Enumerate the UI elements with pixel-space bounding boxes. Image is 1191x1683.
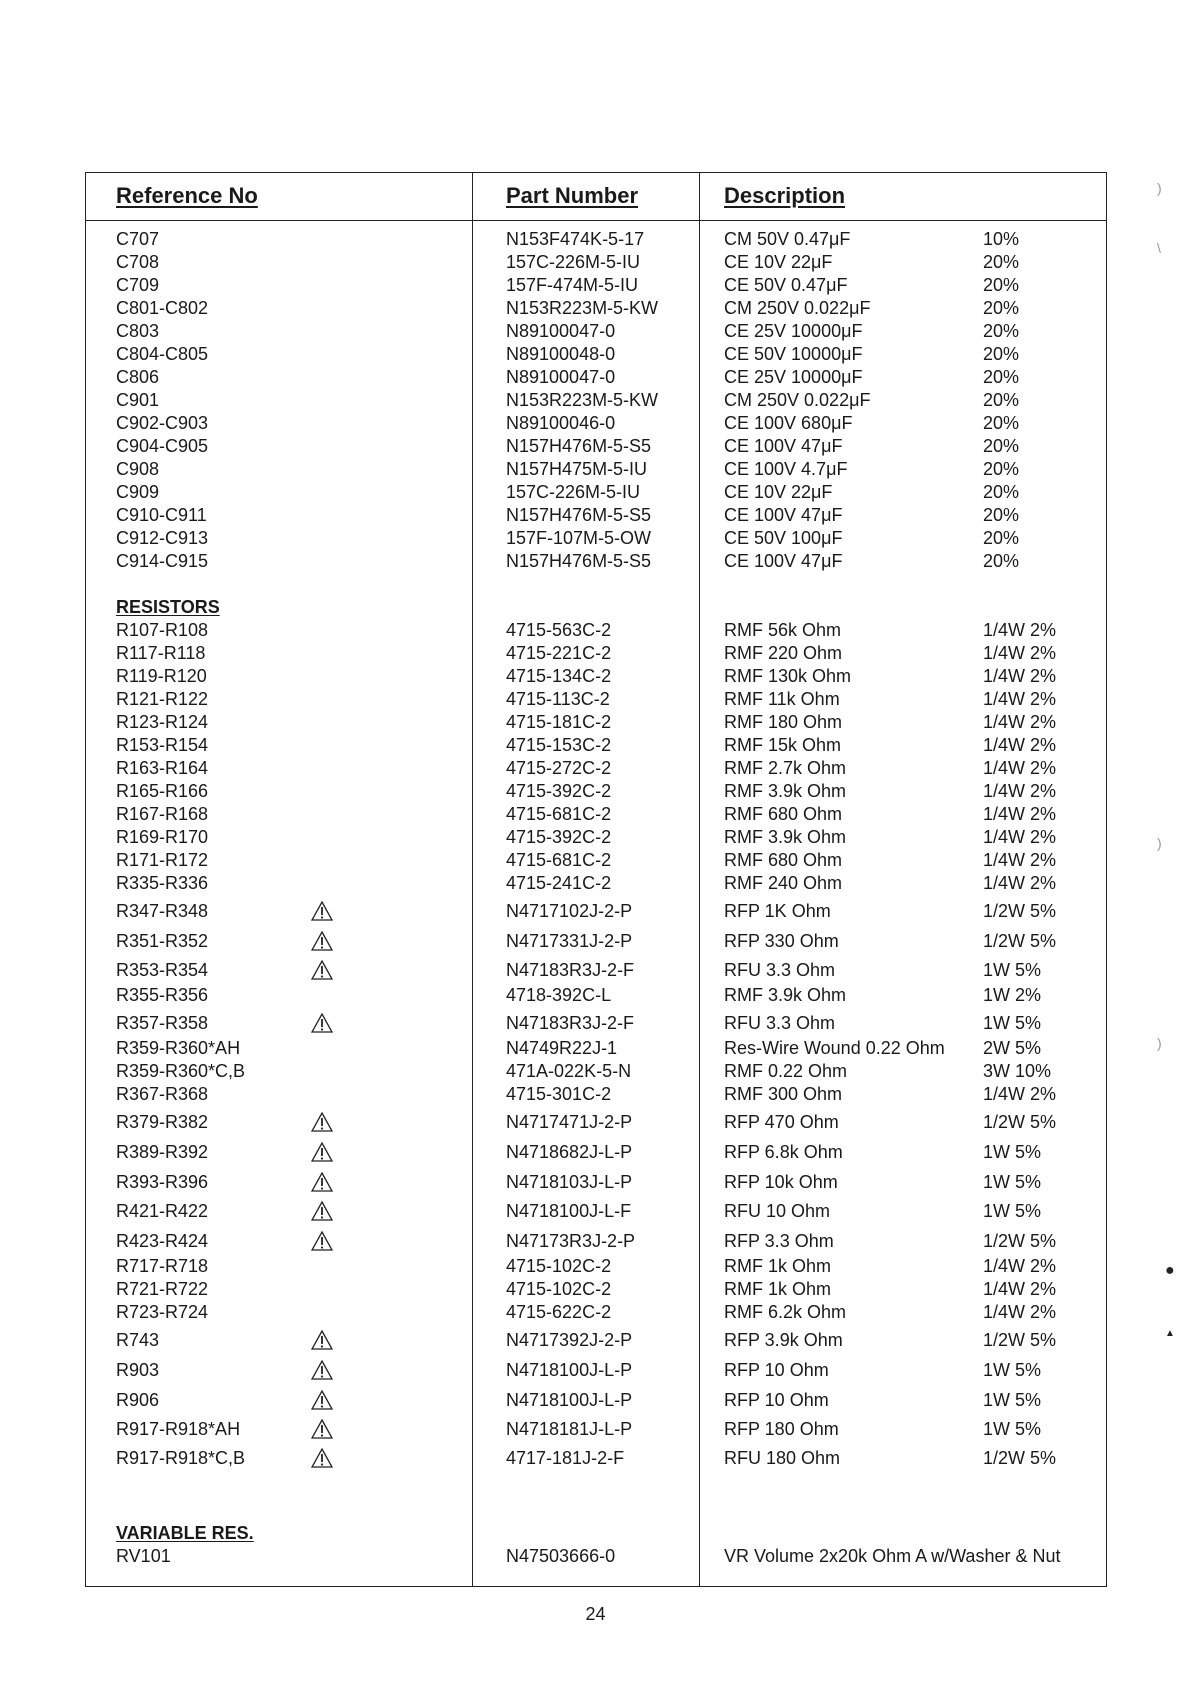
- part-number: 4715-221C-2: [506, 643, 612, 663]
- reference-no: C912-C913: [116, 528, 209, 548]
- part-number: 4715-272C-2: [506, 758, 612, 778]
- reference-no: R123-R124: [116, 712, 209, 732]
- rating: 1/4W 2%: [983, 1279, 1057, 1299]
- reference-no: R121-R122: [116, 689, 209, 709]
- part-number: N89100048-0: [506, 344, 616, 364]
- rating: 1/4W 2%: [983, 781, 1057, 801]
- rating: 20%: [983, 321, 1020, 341]
- description: CE 100V 4.7μF: [724, 459, 848, 479]
- safety-warning-icon: [311, 1448, 333, 1468]
- reference-no: R347-R348: [116, 901, 209, 921]
- reference-no: R117-R118: [116, 643, 206, 663]
- description: RFU 10 Ohm: [724, 1201, 831, 1221]
- rating: 1/2W 5%: [983, 1231, 1057, 1251]
- part-number: 4715-134C-2: [506, 666, 612, 686]
- part-number: 4715-622C-2: [506, 1302, 612, 1322]
- part-number: 4715-102C-2: [506, 1256, 612, 1276]
- part-number: 4715-392C-2: [506, 827, 612, 847]
- safety-warning-icon: [311, 1013, 333, 1033]
- reference-no: R423-R424: [116, 1231, 209, 1251]
- part-number: 157F-107M-5-OW: [506, 528, 652, 548]
- description: RMF 56k Ohm: [724, 620, 842, 640]
- margin-mark: ): [1157, 180, 1162, 196]
- reference-no: C904-C905: [116, 436, 209, 456]
- safety-warning-icon: [311, 931, 333, 951]
- part-number: 4715-392C-2: [506, 781, 612, 801]
- description: RMF 2.7k Ohm: [724, 758, 847, 778]
- safety-warning-icon: [311, 1172, 333, 1192]
- description: RFU 3.3 Ohm: [724, 960, 836, 980]
- description: RMF 300 Ohm: [724, 1084, 843, 1104]
- part-number: 4717-181J-2-F: [506, 1448, 625, 1468]
- rating: 1W 5%: [983, 1201, 1042, 1221]
- part-number: 157C-226M-5-IU: [506, 482, 641, 502]
- reference-no: R421-R422: [116, 1201, 209, 1221]
- reference-no: C901: [116, 390, 160, 410]
- reference-no: R171-R172: [116, 850, 209, 870]
- description: CE 50V 0.47μF: [724, 275, 848, 295]
- safety-warning-icon: [311, 1419, 333, 1439]
- part-number: 4715-181C-2: [506, 712, 612, 732]
- description: VR Volume 2x20k Ohm A w/Washer & Nut: [724, 1546, 1061, 1566]
- reference-no: R917-R918*AH: [116, 1419, 241, 1439]
- rating: 1/4W 2%: [983, 1302, 1057, 1322]
- rating: 1/2W 5%: [983, 901, 1057, 921]
- description: CE 25V 10000μF: [724, 367, 863, 387]
- reference-no: C909: [116, 482, 160, 502]
- part-number: 4715-241C-2: [506, 873, 612, 893]
- column-divider: [472, 173, 473, 1586]
- part-number: N157H475M-5-IU: [506, 459, 648, 479]
- rating: 1/4W 2%: [983, 689, 1057, 709]
- part-number: N47183R3J-2-F: [506, 1013, 635, 1033]
- reference-no: R357-R358: [116, 1013, 209, 1033]
- rating: 1/4W 2%: [983, 850, 1057, 870]
- description: CE 50V 100μF: [724, 528, 843, 548]
- part-number: 4718-392C-L: [506, 985, 612, 1005]
- margin-mark: ▲: [1165, 1328, 1175, 1339]
- part-number: N153R223M-5-KW: [506, 390, 659, 410]
- rating: 20%: [983, 252, 1020, 272]
- description: CE 100V 680μF: [724, 413, 853, 433]
- margin-mark: \: [1157, 240, 1161, 256]
- description: RFP 330 Ohm: [724, 931, 839, 951]
- description: CE 10V 22μF: [724, 252, 833, 272]
- description: RMF 680 Ohm: [724, 804, 843, 824]
- rating: 1W 5%: [983, 1419, 1042, 1439]
- description: RFP 3.3 Ohm: [724, 1231, 834, 1251]
- description: CE 25V 10000μF: [724, 321, 863, 341]
- reference-no: R107-R108: [116, 620, 209, 640]
- header-divider: [86, 220, 1106, 221]
- part-number: 4715-301C-2: [506, 1084, 612, 1104]
- rating: 1/4W 2%: [983, 735, 1057, 755]
- reference-no: R169-R170: [116, 827, 209, 847]
- part-number: 4715-563C-2: [506, 620, 612, 640]
- reference-no: R367-R368: [116, 1084, 209, 1104]
- description: RMF 3.9k Ohm: [724, 985, 847, 1005]
- reference-no: C804-C805: [116, 344, 209, 364]
- rating: 20%: [983, 436, 1020, 456]
- reference-no: C801-C802: [116, 298, 209, 318]
- reference-no: C902-C903: [116, 413, 209, 433]
- safety-warning-icon: [311, 1390, 333, 1410]
- part-number: N157H476M-5-S5: [506, 505, 652, 525]
- description: RMF 180 Ohm: [724, 712, 843, 732]
- part-number: N47503666-0: [506, 1546, 616, 1566]
- part-number: 4715-153C-2: [506, 735, 612, 755]
- description: RMF 0.22 Ohm: [724, 1061, 848, 1081]
- description: RFP 10k Ohm: [724, 1172, 838, 1192]
- rating: 1W 5%: [983, 960, 1042, 980]
- safety-warning-icon: [311, 1330, 333, 1350]
- reference-no: R351-R352: [116, 931, 209, 951]
- description: RMF 3.9k Ohm: [724, 827, 847, 847]
- description: RFP 6.8k Ohm: [724, 1142, 843, 1162]
- part-number: N89100047-0: [506, 367, 616, 387]
- rating: 20%: [983, 505, 1020, 525]
- rating: 1/4W 2%: [983, 712, 1057, 732]
- description: RFU 180 Ohm: [724, 1448, 841, 1468]
- reference-no: C908: [116, 459, 160, 479]
- reference-no: R163-R164: [116, 758, 209, 778]
- reference-no: R721-R722: [116, 1279, 209, 1299]
- description: RFU 3.3 Ohm: [724, 1013, 836, 1033]
- part-number: 157C-226M-5-IU: [506, 252, 641, 272]
- description: RFP 470 Ohm: [724, 1112, 839, 1132]
- rating: 1/2W 5%: [983, 931, 1057, 951]
- rating: 20%: [983, 390, 1020, 410]
- part-number: N4718181J-L-P: [506, 1419, 633, 1439]
- rating: 1/4W 2%: [983, 804, 1057, 824]
- part-number: 471A-022K-5-N: [506, 1061, 632, 1081]
- header-part-number: Part Number: [506, 183, 639, 208]
- header-description: Description: [724, 183, 846, 208]
- description: RMF 240 Ohm: [724, 873, 843, 893]
- rating: 20%: [983, 367, 1020, 387]
- part-number: N4749R22J-1: [506, 1038, 618, 1058]
- rating: 1/2W 5%: [983, 1112, 1057, 1132]
- rating: 20%: [983, 344, 1020, 364]
- reference-no: R359-R360*C,B: [116, 1061, 246, 1081]
- rating: 1/4W 2%: [983, 827, 1057, 847]
- reference-no: RV101: [116, 1546, 171, 1566]
- part-number: N4718103J-L-P: [506, 1172, 633, 1192]
- description: CM 50V 0.47μF: [724, 229, 851, 249]
- rating: 1/4W 2%: [983, 666, 1057, 686]
- rating: 1/4W 2%: [983, 1256, 1057, 1276]
- section-heading: VARIABLE RES.: [116, 1523, 254, 1543]
- part-number: N4717331J-2-P: [506, 931, 633, 951]
- part-number: N4717471J-2-P: [506, 1112, 633, 1132]
- reference-no: R167-R168: [116, 804, 209, 824]
- rating: 1/4W 2%: [983, 1084, 1057, 1104]
- description: CE 50V 10000μF: [724, 344, 863, 364]
- rating: 1/2W 5%: [983, 1330, 1057, 1350]
- reference-no: C709: [116, 275, 160, 295]
- rating: 1W 5%: [983, 1172, 1042, 1192]
- description: RFP 180 Ohm: [724, 1419, 839, 1439]
- rating: 20%: [983, 413, 1020, 433]
- safety-warning-icon: [311, 1231, 333, 1251]
- part-number: N89100046-0: [506, 413, 616, 433]
- part-number: N47183R3J-2-F: [506, 960, 635, 980]
- reference-no: R906: [116, 1390, 160, 1410]
- description: RMF 1k Ohm: [724, 1279, 832, 1299]
- rating: 20%: [983, 482, 1020, 502]
- part-number: N4718100J-L-F: [506, 1201, 632, 1221]
- reference-no: R917-R918*C,B: [116, 1448, 246, 1468]
- part-number: 4715-681C-2: [506, 804, 612, 824]
- rating: 1/4W 2%: [983, 758, 1057, 778]
- reference-no: R379-R382: [116, 1112, 209, 1132]
- part-number: N4717392J-2-P: [506, 1330, 633, 1350]
- description: RFP 1K Ohm: [724, 901, 831, 921]
- description: RMF 6.2k Ohm: [724, 1302, 847, 1322]
- description: RMF 3.9k Ohm: [724, 781, 847, 801]
- part-number: N47173R3J-2-P: [506, 1231, 636, 1251]
- rating: 20%: [983, 459, 1020, 479]
- reference-no: C708: [116, 252, 160, 272]
- margin-mark: ): [1157, 1035, 1162, 1051]
- part-number: 4715-102C-2: [506, 1279, 612, 1299]
- rating: 20%: [983, 551, 1020, 571]
- rating: 20%: [983, 528, 1020, 548]
- part-number: N157H476M-5-S5: [506, 551, 652, 571]
- safety-warning-icon: [311, 1142, 333, 1162]
- margin-mark: ●: [1165, 1262, 1175, 1279]
- rating: 1/4W 2%: [983, 643, 1057, 663]
- safety-warning-icon: [311, 1201, 333, 1221]
- safety-warning-icon: [311, 1112, 333, 1132]
- rating: 1W 5%: [983, 1390, 1042, 1410]
- part-number: 4715-681C-2: [506, 850, 612, 870]
- description: RMF 220 Ohm: [724, 643, 843, 663]
- reference-no: R717-R718: [116, 1256, 209, 1276]
- column-divider: [699, 173, 700, 1586]
- reference-no: R389-R392: [116, 1142, 209, 1162]
- description: RMF 11k Ohm: [724, 689, 840, 709]
- part-number: N89100047-0: [506, 321, 616, 341]
- reference-no: R165-R166: [116, 781, 209, 801]
- description: RFP 10 Ohm: [724, 1360, 829, 1380]
- description: Res-Wire Wound 0.22 Ohm: [724, 1038, 945, 1058]
- parts-table: [85, 172, 1107, 1587]
- reference-no: R903: [116, 1360, 160, 1380]
- section-heading: RESISTORS: [116, 597, 220, 617]
- safety-warning-icon: [311, 960, 333, 980]
- rating: 20%: [983, 275, 1020, 295]
- reference-no: R335-R336: [116, 873, 209, 893]
- reference-no: R153-R154: [116, 735, 209, 755]
- margin-mark: ): [1157, 835, 1162, 851]
- rating: 20%: [983, 298, 1020, 318]
- reference-no: R359-R360*AH: [116, 1038, 241, 1058]
- description: RMF 130k Ohm: [724, 666, 852, 686]
- safety-warning-icon: [311, 901, 333, 921]
- description: CE 100V 47μF: [724, 436, 843, 456]
- header-reference-no: Reference No: [116, 183, 258, 208]
- description: CE 100V 47μF: [724, 505, 843, 525]
- reference-no: R723-R724: [116, 1302, 209, 1322]
- reference-no: R353-R354: [116, 960, 209, 980]
- part-number: N4718682J-L-P: [506, 1142, 633, 1162]
- description: RMF 1k Ohm: [724, 1256, 832, 1276]
- reference-no: R743: [116, 1330, 160, 1350]
- rating: 1W 5%: [983, 1142, 1042, 1162]
- part-number: N4718100J-L-P: [506, 1360, 633, 1380]
- safety-warning-icon: [311, 1360, 333, 1380]
- rating: 1/4W 2%: [983, 873, 1057, 893]
- reference-no: C806: [116, 367, 160, 387]
- page-number: 24: [585, 1604, 606, 1624]
- rating: 1W 5%: [983, 1013, 1042, 1033]
- reference-no: C910-C911: [116, 505, 207, 525]
- part-number: N157H476M-5-S5: [506, 436, 652, 456]
- rating: 1/4W 2%: [983, 620, 1057, 640]
- rating: 3W 10%: [983, 1061, 1052, 1081]
- description: RMF 680 Ohm: [724, 850, 843, 870]
- rating: 10%: [983, 229, 1020, 249]
- reference-no: C914-C915: [116, 551, 209, 571]
- description: CE 10V 22μF: [724, 482, 833, 502]
- reference-no: R119-R120: [116, 666, 207, 686]
- part-number: 157F-474M-5-IU: [506, 275, 639, 295]
- description: RFP 3.9k Ohm: [724, 1330, 843, 1350]
- rating: 2W 5%: [983, 1038, 1042, 1058]
- reference-no: R393-R396: [116, 1172, 209, 1192]
- description: RFP 10 Ohm: [724, 1390, 829, 1410]
- description: RMF 15k Ohm: [724, 735, 842, 755]
- part-number: N153R223M-5-KW: [506, 298, 659, 318]
- description: CM 250V 0.022μF: [724, 298, 871, 318]
- rating: 1W 5%: [983, 1360, 1042, 1380]
- description: CE 100V 47μF: [724, 551, 843, 571]
- part-number: N153F474K-5-17: [506, 229, 645, 249]
- rating: 1/2W 5%: [983, 1448, 1057, 1468]
- part-number: N4717102J-2-P: [506, 901, 633, 921]
- rating: 1W 2%: [983, 985, 1042, 1005]
- reference-no: C707: [116, 229, 160, 249]
- reference-no: R355-R356: [116, 985, 209, 1005]
- part-number: 4715-113C-2: [506, 689, 610, 709]
- description: CM 250V 0.022μF: [724, 390, 871, 410]
- part-number: N4718100J-L-P: [506, 1390, 633, 1410]
- reference-no: C803: [116, 321, 160, 341]
